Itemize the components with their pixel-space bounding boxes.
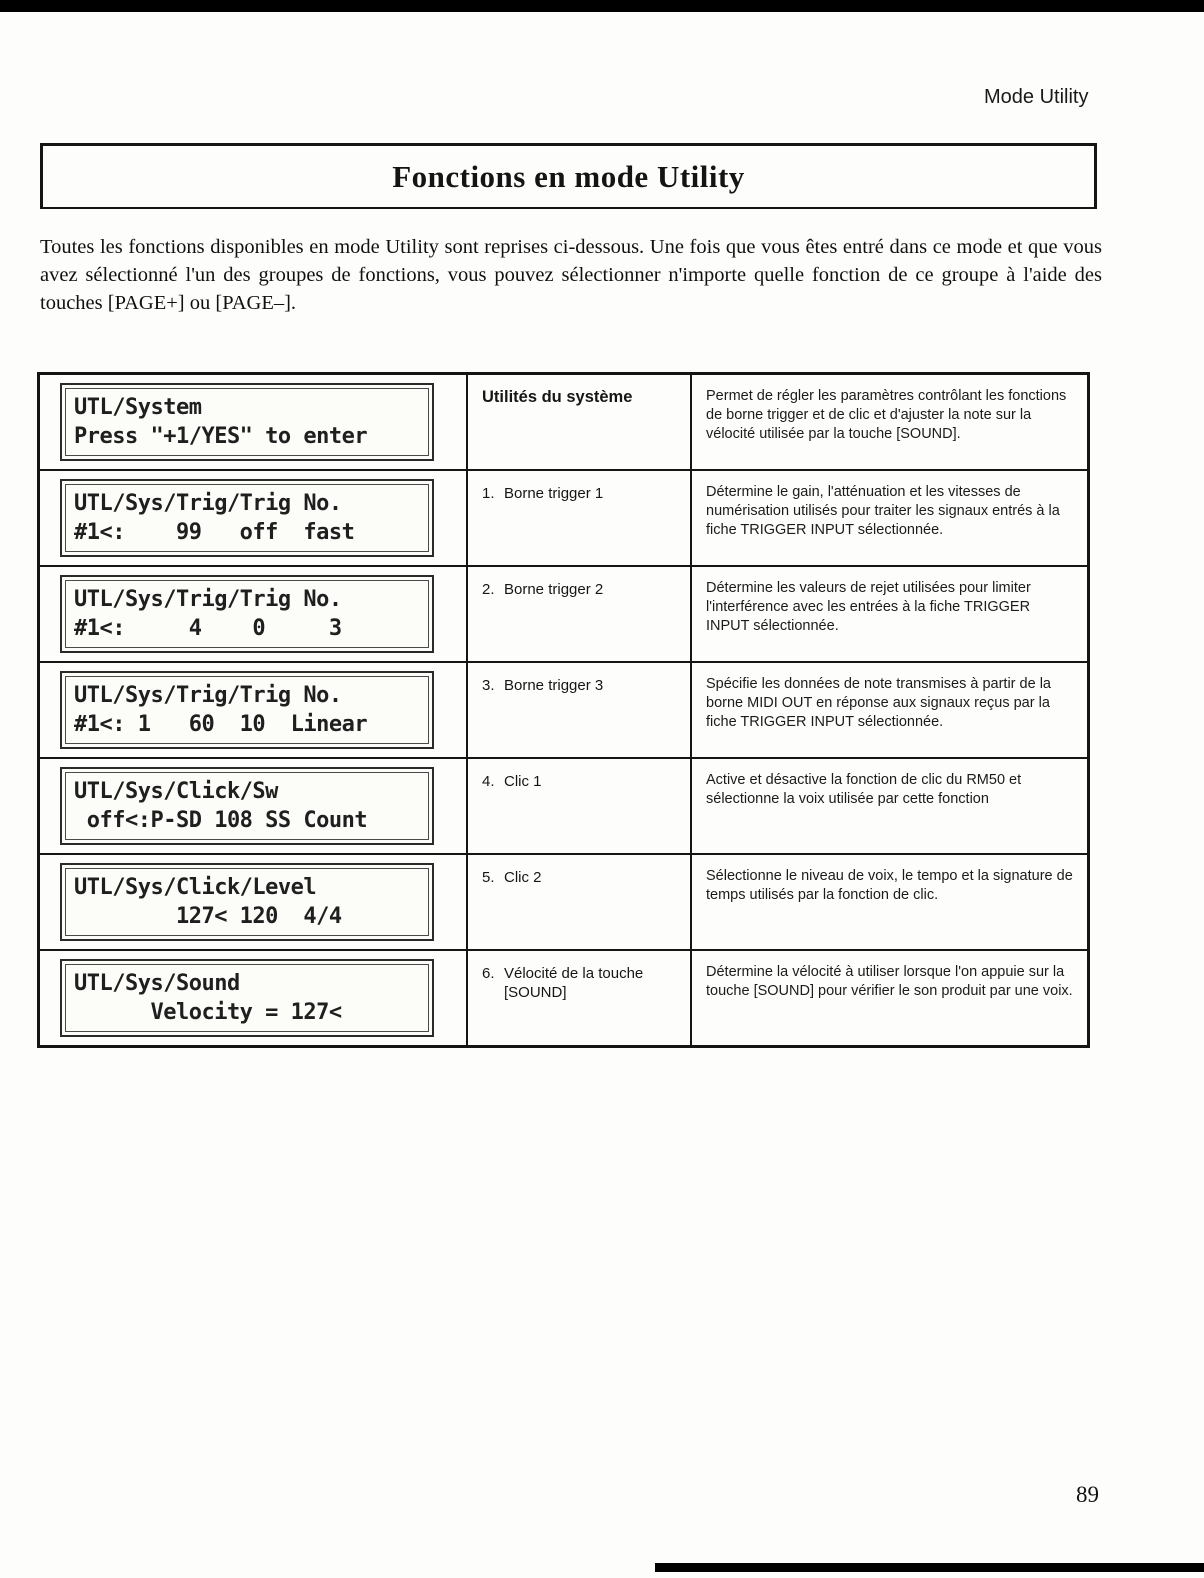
lcd-line-1: UTL/Sys/Sound bbox=[74, 971, 240, 996]
intro-paragraph: Toutes les fonctions disponibles en mode Utility sont reprises ci-dessous. Une fois que vous êtes entré dans ce mode et que vous avez sélectionné l'un des groupes de fonctions, vous pouvez sélectionner n'importe quelle fonction de ce groupe à l'aide des touches [PAGE+] ou [PAGE–]. bbox=[40, 236, 1102, 314]
function-number: 4. bbox=[482, 773, 495, 790]
function-label-cell bbox=[468, 663, 692, 757]
lcd-cell bbox=[40, 663, 468, 757]
title-box bbox=[40, 143, 1097, 209]
lcd-line-1: UTL/Sys/Trig/Trig No. bbox=[74, 683, 342, 708]
function-label-cell bbox=[468, 567, 692, 661]
lcd-line-2: 127< 120 4/4 bbox=[74, 904, 342, 929]
lcd-screen bbox=[65, 676, 429, 744]
function-description: Détermine les valeurs de rejet utilisées pour limiter l'interférence avec les entrées à la fiche TRIGGER INPUT sélectionnée. bbox=[706, 580, 1031, 634]
function-label: Borne trigger 3 bbox=[504, 677, 604, 694]
lcd-display bbox=[60, 671, 434, 749]
table-row bbox=[40, 663, 1087, 759]
lcd-cell bbox=[40, 375, 468, 469]
function-label: Vélocité de la touche [SOUND] bbox=[504, 965, 644, 1001]
table-row bbox=[40, 951, 1087, 1045]
lcd-screen bbox=[65, 964, 429, 1032]
lcd-screen bbox=[65, 580, 429, 648]
lcd-display bbox=[60, 863, 434, 941]
lcd-cell bbox=[40, 855, 468, 949]
lcd-cell bbox=[40, 951, 468, 1045]
function-description: Spécifie les données de note transmises à partir de la borne MIDI OUT en réponse aux signaux reçus par la fiche TRIGGER INPUT sélectionnée. bbox=[706, 676, 1051, 730]
function-label-cell bbox=[468, 759, 692, 853]
function-number: 6. bbox=[482, 965, 495, 982]
function-number: 2. bbox=[482, 581, 495, 598]
scan-artifact-bottom-bar bbox=[655, 1563, 1204, 1572]
lcd-screen bbox=[65, 388, 429, 456]
function-label-cell bbox=[468, 375, 692, 469]
function-label-cell bbox=[468, 471, 692, 565]
lcd-screen bbox=[65, 772, 429, 840]
lcd-line-2: Press "+1/YES" to enter bbox=[74, 424, 368, 449]
lcd-display bbox=[60, 383, 434, 461]
lcd-cell bbox=[40, 759, 468, 853]
lcd-line-1: UTL/Sys/Trig/Trig No. bbox=[74, 491, 342, 516]
function-label: Borne trigger 2 bbox=[504, 581, 604, 598]
lcd-screen bbox=[65, 868, 429, 936]
function-description: Active et désactive la fonction de clic du RM50 et sélectionne la voix utilisée par cette fonction bbox=[706, 772, 1022, 807]
table-row bbox=[40, 567, 1087, 663]
lcd-line-1: UTL/System bbox=[74, 395, 202, 420]
running-header: Mode Utility bbox=[984, 86, 1089, 108]
lcd-display bbox=[60, 959, 434, 1037]
table-row bbox=[40, 471, 1087, 567]
function-label: Clic 1 bbox=[504, 773, 542, 790]
page-title: Fonctions en mode Utility bbox=[392, 158, 745, 194]
function-label: Borne trigger 1 bbox=[504, 485, 604, 502]
lcd-line-1: UTL/Sys/Trig/Trig No. bbox=[74, 587, 342, 612]
page-number: 89 bbox=[1076, 1482, 1099, 1507]
function-label: Utilités du système bbox=[482, 388, 633, 406]
lcd-line-2: #1<: 1 60 10 Linear bbox=[74, 712, 368, 737]
function-number: 5. bbox=[482, 869, 495, 886]
function-number: 3. bbox=[482, 677, 495, 694]
function-label: Clic 2 bbox=[504, 869, 542, 886]
lcd-line-2: #1<: 4 0 3 bbox=[74, 616, 342, 641]
scan-artifact-top-bar bbox=[0, 0, 1204, 12]
table-row bbox=[40, 759, 1087, 855]
table-row bbox=[40, 375, 1087, 471]
lcd-cell bbox=[40, 471, 468, 565]
lcd-cell bbox=[40, 567, 468, 661]
table-row bbox=[40, 855, 1087, 951]
lcd-line-2: off<:P-SD 108 SS Count bbox=[74, 808, 368, 833]
function-description: Détermine la vélocité à utiliser lorsque l'on appuie sur la touche [SOUND] pour vérifier le son produit par une voix. bbox=[706, 964, 1073, 999]
function-description: Sélectionne le niveau de voix, le tempo et la signature de temps utilisés par la fonction de clic. bbox=[706, 868, 1073, 903]
function-label-cell bbox=[468, 951, 692, 1045]
lcd-line-1: UTL/Sys/Click/Level bbox=[74, 875, 317, 900]
lcd-display bbox=[60, 767, 434, 845]
lcd-line-1: UTL/Sys/Click/Sw bbox=[74, 779, 278, 804]
lcd-display bbox=[60, 575, 434, 653]
function-description: Permet de régler les paramètres contrôlant les fonctions de borne trigger et de clic et d'ajuster la note sur la vélocité utilisée par la touche [SOUND]. bbox=[706, 388, 1067, 442]
function-label-cell bbox=[468, 855, 692, 949]
lcd-display bbox=[60, 479, 434, 557]
function-description: Détermine le gain, l'atténuation et les vitesses de numérisation utilisés pour traiter les signaux entrés à la fiche TRIGGER INPUT sélectionnée. bbox=[706, 484, 1060, 538]
lcd-screen bbox=[65, 484, 429, 552]
utility-functions-table bbox=[37, 372, 1090, 1048]
lcd-line-2: #1<: 99 off fast bbox=[74, 520, 355, 545]
lcd-line-2: Velocity = 127< bbox=[74, 1000, 342, 1025]
function-number: 1. bbox=[482, 485, 495, 502]
